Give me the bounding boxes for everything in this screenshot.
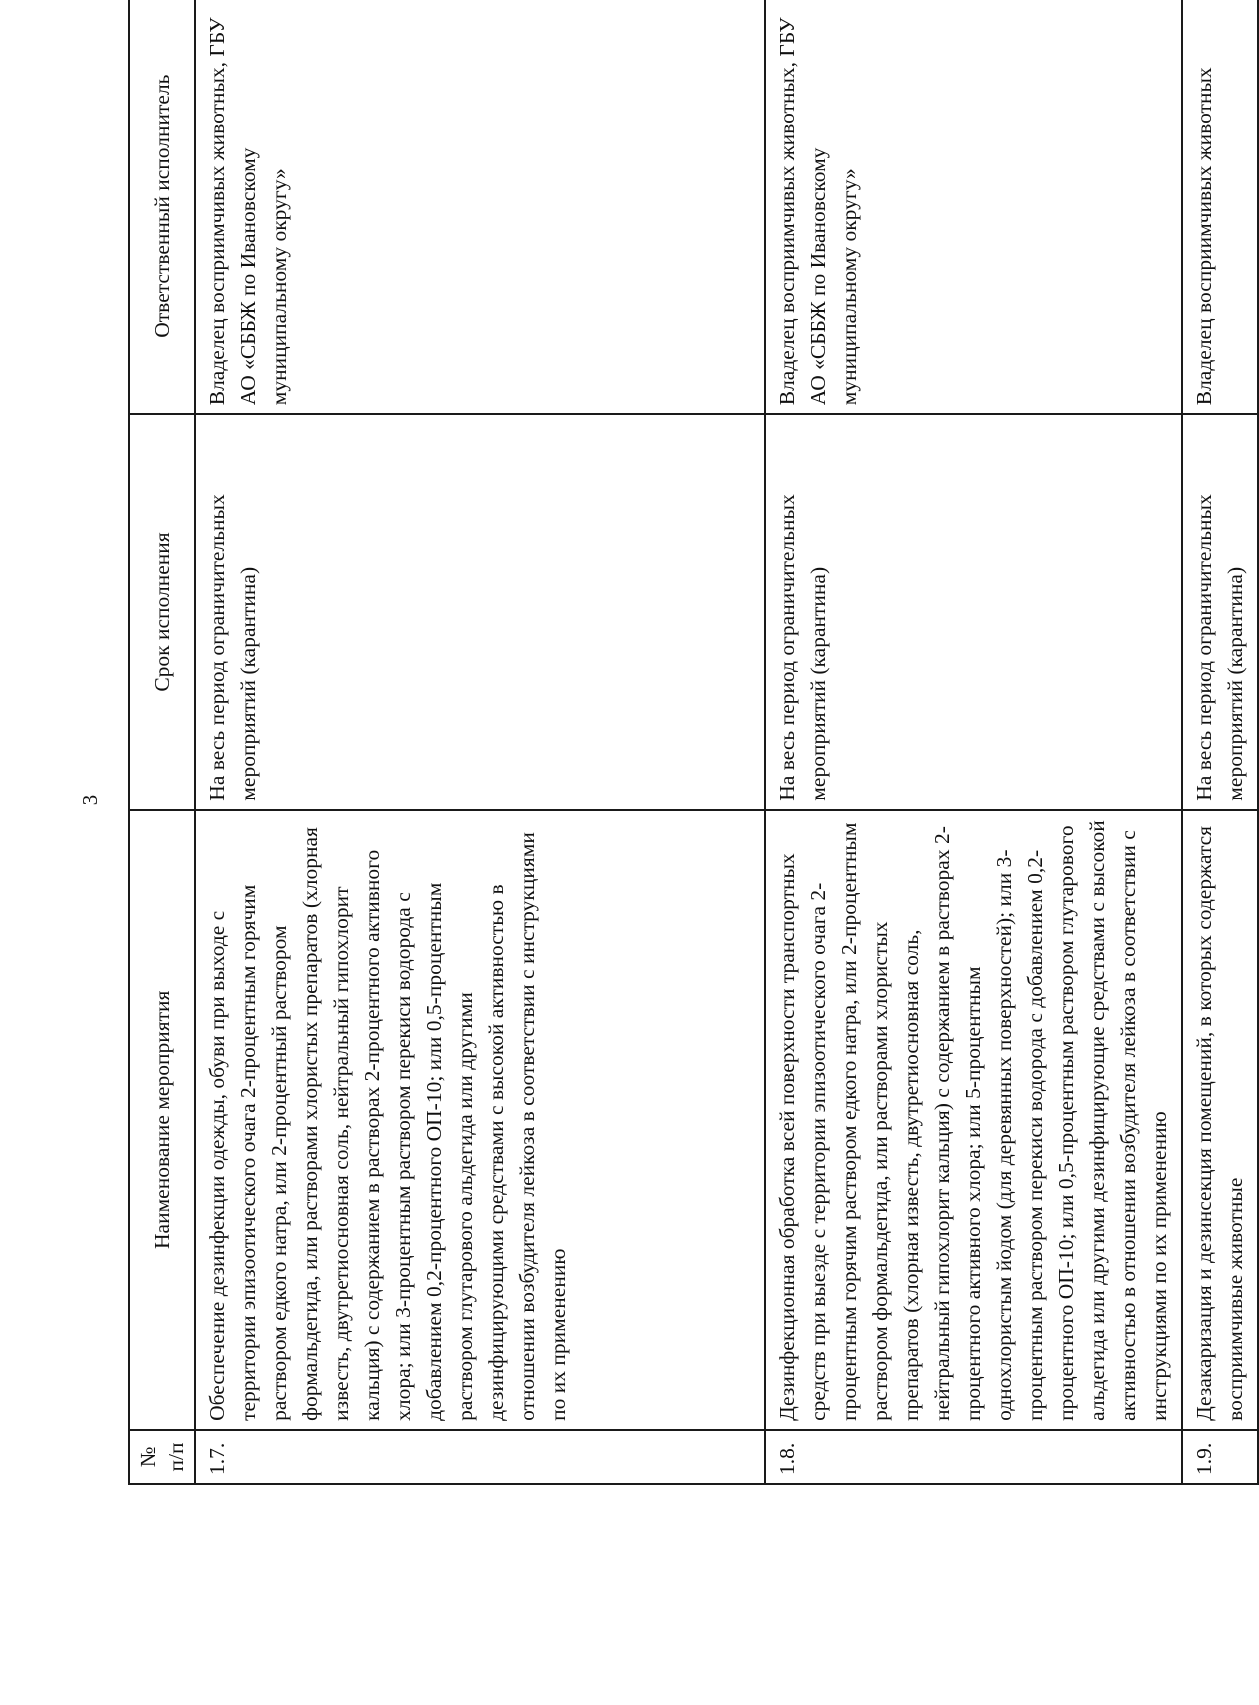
- row-responsible: Владелец восприимчивых животных, ГБУ АО «СББЖ по Ивановскому муниципальному округу»: [195, 0, 765, 414]
- row-measure-name: Дезинфекционная обработка всей поверхности транспортных средств при выезде с территории эпизоотического очага 2-процентным горячим раствором едкого натра, или 2-процентным раствором формальдегида, или растворами хлористых препаратов (хлорная известь, двутретиосновная соль, нейтральный гипохлорит кальция) с содержанием в растворах 2-процентного активного хлора; или 5-процентным однохлористым йодом (для деревянных поверхностей); или 3-процентным раствором перекиси водорода с добавлением 0,2-процентного ОП-10; или 0,5-процентным раствором глутарового альдегида или другими дезинфицирующие средствами с высокой активностью в отношении возбудителя лейкоза в соответствии с инструкциями по их применению: [765, 810, 1182, 1430]
- measures-table: [128, 0, 1259, 1485]
- row-number: 1.7.: [195, 1430, 765, 1484]
- header-measure-name: Наименование мероприятия: [129, 810, 195, 1430]
- row-deadline: На весь период ограничительных мероприятий (карантина): [765, 414, 1182, 809]
- table-header-row: [129, 0, 195, 1484]
- row-measure-name: Обеспечение дезинфекции одежды, обуви при выходе с территории эпизоотического очага 2-процентным горячим раствором едкого натра, или 2-процентный раствором формальдегида, или растворами хлористых препаратов (хлорная известь, двутретиосновная соль, нейтральный гипохлорит кальция) с содержанием в растворах 2-процентного активного хлора; или 3-процентным раствором перекиси водорода с добавлением 0,2-процентного ОП-10; или 0,5-процентным раствором глутарового альдегида или другими дезинфицирующими средствами с высокой активностью в отношении возбудителя лейкоза в соответствии с инструкциями по их применению: [195, 810, 765, 1430]
- row-responsible: Владелец восприимчивых животных, ГБУ АО «СББЖ по Ивановскому муниципальному округу»: [765, 0, 1182, 414]
- table-row: [765, 0, 1182, 1484]
- row-measure-name: Дезакаризация и дезинсекция помещений, в которых содержатся восприимчивые животные: [1182, 810, 1258, 1430]
- row-number: 1.9.: [1182, 1430, 1258, 1484]
- row-deadline: На весь период ограничительных мероприятий (карантина): [1182, 414, 1258, 809]
- header-deadline: Срок исполнения: [129, 414, 195, 809]
- page-number: 3: [78, 794, 102, 806]
- row-number: 1.8.: [765, 1430, 1182, 1484]
- row-responsible: Владелец восприимчивых животных: [1182, 0, 1258, 414]
- header-responsible: Ответственный исполнитель: [129, 0, 195, 414]
- table-row: [1182, 0, 1258, 1484]
- table-row: [195, 0, 765, 1484]
- row-deadline: На весь период ограничительных мероприятий (карантина): [195, 414, 765, 809]
- header-num: № п/п: [129, 1430, 195, 1484]
